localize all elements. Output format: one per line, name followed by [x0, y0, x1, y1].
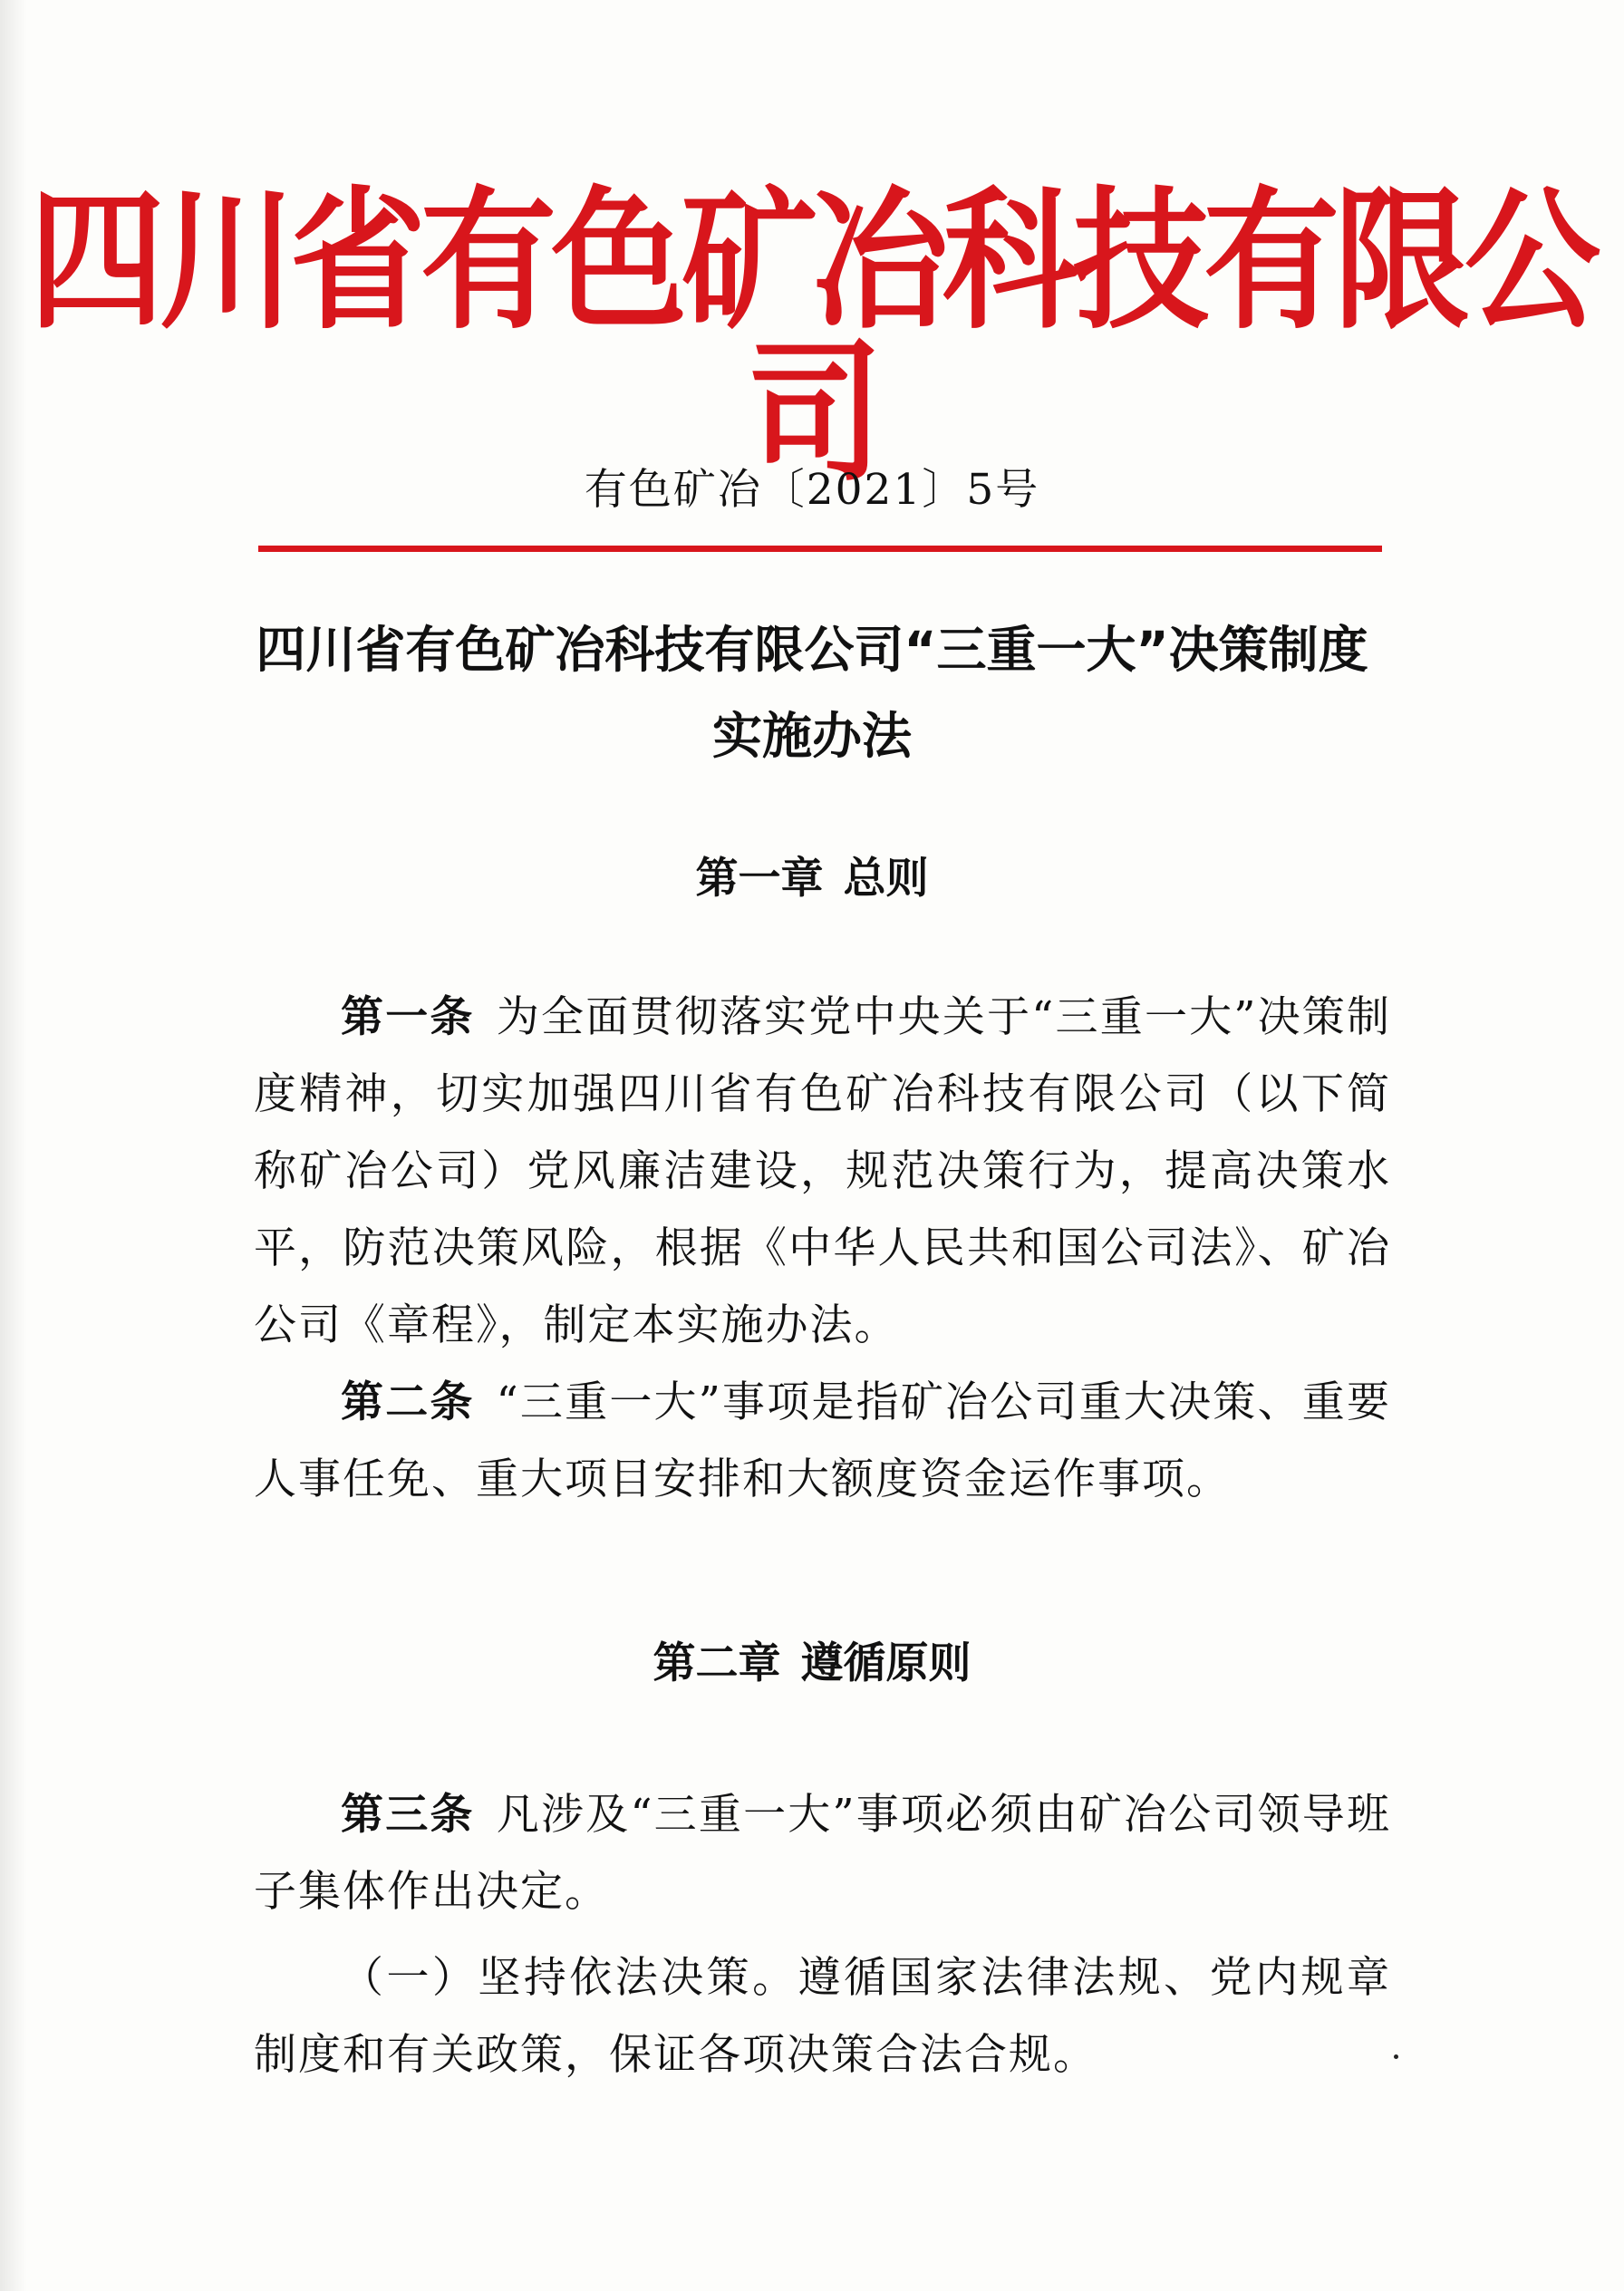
chapter-label: 第二章: [652, 1638, 781, 1688]
article-text: 为全面贯彻落实党中央关于“三重一大”决策制度精神，切实加强四川省有色矿冶科技有限公司（以下简称矿冶公司）党风廉洁建设，规范决策行为，提高决策水平，防范决策风险，根据《中华人民共和国公司法》、矿冶公司《章程》，制定本实施办法。: [254, 992, 1391, 1350]
article-text: “三重一大”事项是指矿冶公司重大决策、重要人事任免、重大项目安排和大额度资金运作事项。: [254, 1378, 1392, 1504]
article-3: [254, 1776, 1391, 1930]
chapter-name: 遵循原则: [800, 1638, 972, 1688]
clause-text: （一）坚持依法决策。遵循国家法律法规、党内规章制度和有关政策，保证各项决策合法合规。: [254, 1953, 1391, 2080]
title-line-2: 实施办法: [711, 707, 912, 765]
article-text: 凡涉及“三重一大”事项必须由矿冶公司领导班子集体作出决定。: [254, 1790, 1391, 1917]
article-1: [254, 979, 1391, 1364]
article-2: [254, 1364, 1391, 1518]
chapter-heading-2: [0, 1629, 1624, 1690]
chapter-name: 总则: [843, 854, 929, 904]
chapter-heading-1: [0, 845, 1624, 905]
red-separator-line: [258, 546, 1382, 552]
article-lead: 第二条: [341, 1378, 475, 1427]
article-lead: 第一条: [341, 992, 475, 1042]
chapter-label: 第一章: [695, 854, 824, 904]
title-line-1: 四川省有色矿冶科技有限公司“三重一大”决策制度: [256, 621, 1368, 679]
article-lead: 第三条: [341, 1790, 475, 1840]
clause-1: [254, 1939, 1391, 2093]
masthead-organization-name: 四川省有色矿冶科技有限公司: [28, 173, 1595, 503]
document-title: [0, 607, 1624, 779]
scan-speck: [1394, 2054, 1398, 2059]
document-number: 有色矿冶〔2021〕5号: [584, 465, 1040, 515]
